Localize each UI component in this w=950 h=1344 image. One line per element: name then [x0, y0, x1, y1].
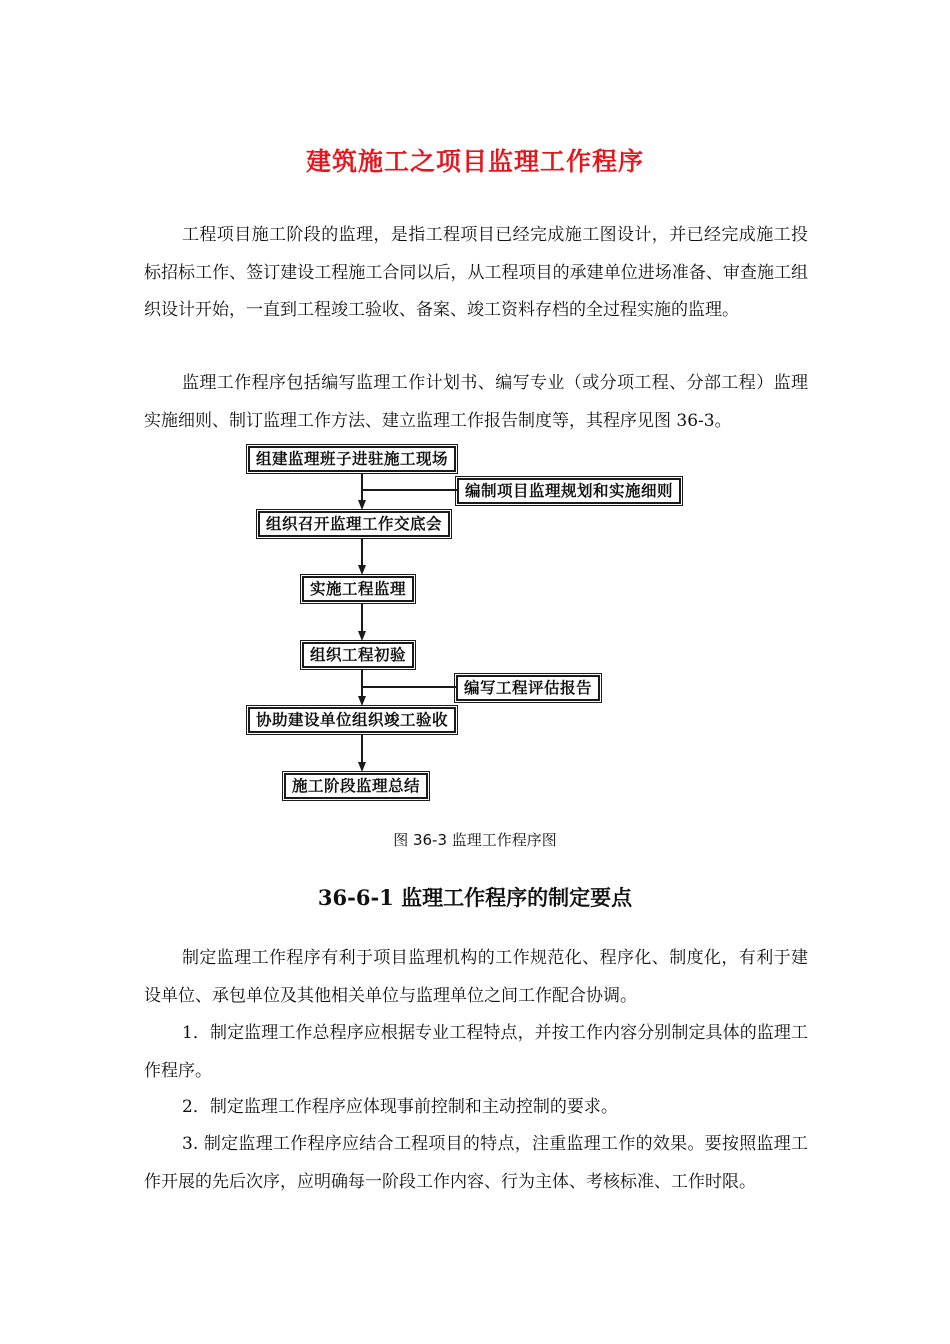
flow-connector-3	[361, 603, 363, 633]
flow-side-connector-2	[362, 686, 456, 688]
flow-connector-1	[361, 473, 363, 502]
document-title: 建筑施工之项目监理工作程序	[305, 147, 644, 176]
flow-connector-2	[361, 538, 363, 567]
flow-arrow-1	[358, 500, 366, 510]
section-paragraph-2: 1．制定监理工作总程序应根据专业工程特点，并按工作内容分别制定具体的监理工作程序。	[144, 1023, 808, 1081]
flow-connector-5	[361, 734, 363, 764]
flow-step-2: 组织召开监理工作交底会	[258, 511, 450, 537]
flow-step-5: 协助建设单位组织竣工验收	[248, 707, 456, 733]
section-paragraph-3: 2．制定监理工作程序应体现事前控制和主动控制的要求。	[182, 1097, 618, 1117]
flow-side-connector-1	[362, 489, 457, 491]
flow-arrow-2	[358, 565, 366, 575]
flow-connector-4	[361, 669, 363, 698]
flow-arrow-4	[358, 696, 366, 706]
flow-side-step-1: 编制项目监理规划和实施细则	[457, 478, 681, 504]
section-heading: 36-6-1 监理工作程序的制定要点	[317, 885, 633, 910]
flow-arrow-3	[358, 631, 366, 641]
section-paragraph-1: 制定监理工作程序有利于项目监理机构的工作规范化、程序化、制度化，有利于建设单位、承包单位及其他相关单位与监理单位之间工作配合协调。	[144, 948, 808, 1006]
figure-caption: 图 36-3 监理工作程序图	[393, 831, 557, 849]
flow-step-4: 组织工程初验	[302, 642, 414, 668]
flow-arrow-5	[358, 762, 366, 772]
flow-step-6: 施工阶段监理总结	[284, 773, 428, 799]
intro-paragraph-1: 工程项目施工阶段的监理，是指工程项目已经完成施工图设计，并已经完成施工投标招标工作、签订建设工程施工合同以后，从工程项目的承建单位进场准备、审查施工组织设计开始，一直到工程竣工验收、备案、竣工资料存档的全过程实施的监理。	[144, 225, 808, 320]
flow-side-step-2: 编写工程评估报告	[456, 675, 600, 701]
section-paragraph-4: 3. 制定监理工作程序应结合工程项目的特点，注重监理工作的效果。要按照监理工作开展的先后次序，应明确每一阶段工作内容、行为主体、考核标准、工作时限。	[144, 1134, 808, 1192]
intro-paragraph-2: 监理工作程序包括编写监理工作计划书、编写专业（或分项工程、分部工程）监理实施细则、制订监理工作方法、建立监理工作报告制度等，其程序见图 36-3。	[144, 373, 808, 431]
flow-step-1: 组建监理班子进驻施工现场	[248, 446, 456, 472]
flow-step-3: 实施工程监理	[302, 576, 414, 602]
